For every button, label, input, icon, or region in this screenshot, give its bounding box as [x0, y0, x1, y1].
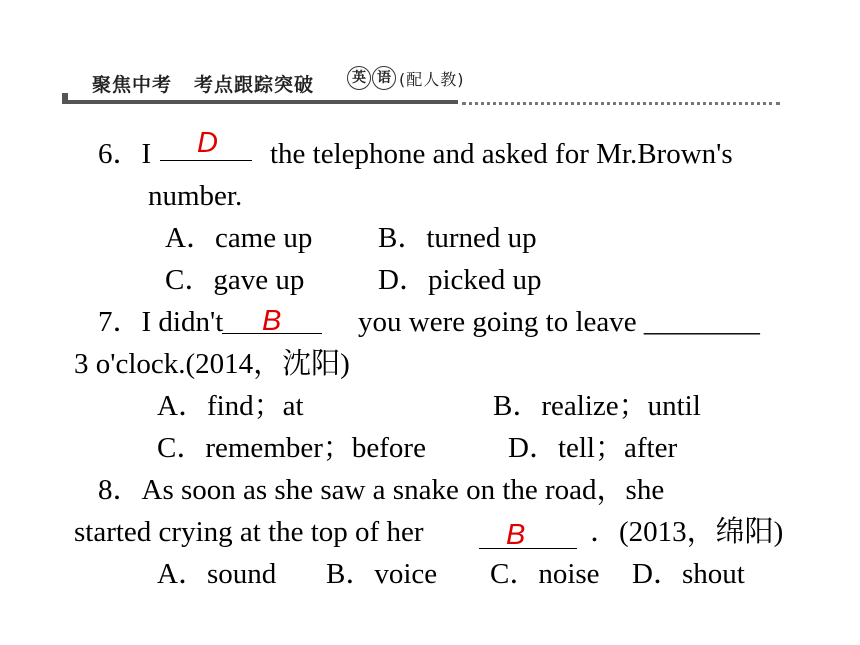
header-title-part2: 考点跟踪突破: [194, 74, 315, 96]
q7-stem-line2: 3 o'clock.(2014，沈阳): [74, 348, 350, 380]
subject-char-2: 语: [372, 66, 396, 90]
q6-option-b: B．turned up: [378, 222, 537, 254]
subject-badge: [347, 66, 465, 90]
q6-blank: [160, 160, 252, 161]
q8-stem-line1: 8．As soon as she saw a snake on the road，she: [98, 474, 665, 506]
q6-option-d: D．picked up: [378, 264, 542, 296]
q7-stem-rest: you were going to leave ________: [358, 306, 760, 338]
page-header: [0, 0, 860, 110]
q6-prefix: 6．I: [98, 138, 152, 170]
q8-option-d: D．shout: [632, 558, 745, 590]
q8-stem-rest: ．(2013，绵阳): [590, 516, 784, 548]
q6-answer: D: [197, 127, 218, 159]
header-bar-dotted: [462, 102, 780, 105]
header-bar-solid: [66, 100, 458, 104]
q7-option-d: D．tell；after: [508, 432, 678, 464]
q7-option-a: A．find；at: [157, 390, 304, 422]
q8-option-c: C．noise: [490, 558, 600, 590]
subject-char-1: 英: [347, 66, 371, 90]
q7-option-b: B．realize；until: [493, 390, 701, 422]
q6-option-a: A．came up: [165, 222, 313, 254]
q6-stem-rest: the telephone and asked for Mr.Brown's: [270, 138, 733, 170]
q8-blank: [479, 548, 577, 549]
q8-answer: B: [506, 519, 526, 551]
q8-option-a: A．sound: [157, 558, 277, 590]
q6-stem-line2: number.: [148, 180, 243, 212]
q7-answer: B: [262, 305, 282, 337]
q7-prefix: 7．I didn't: [98, 306, 224, 338]
q8-option-b: B．voice: [326, 558, 438, 590]
header-title: [92, 70, 314, 97]
edition-label: (配人教): [399, 69, 465, 89]
header-title-part1: 聚焦中考: [92, 74, 173, 96]
q8-prefix: started crying at the top of her: [74, 516, 424, 548]
q6-option-c: C．gave up: [165, 264, 305, 296]
q7-option-c: C．remember；before: [157, 432, 426, 464]
